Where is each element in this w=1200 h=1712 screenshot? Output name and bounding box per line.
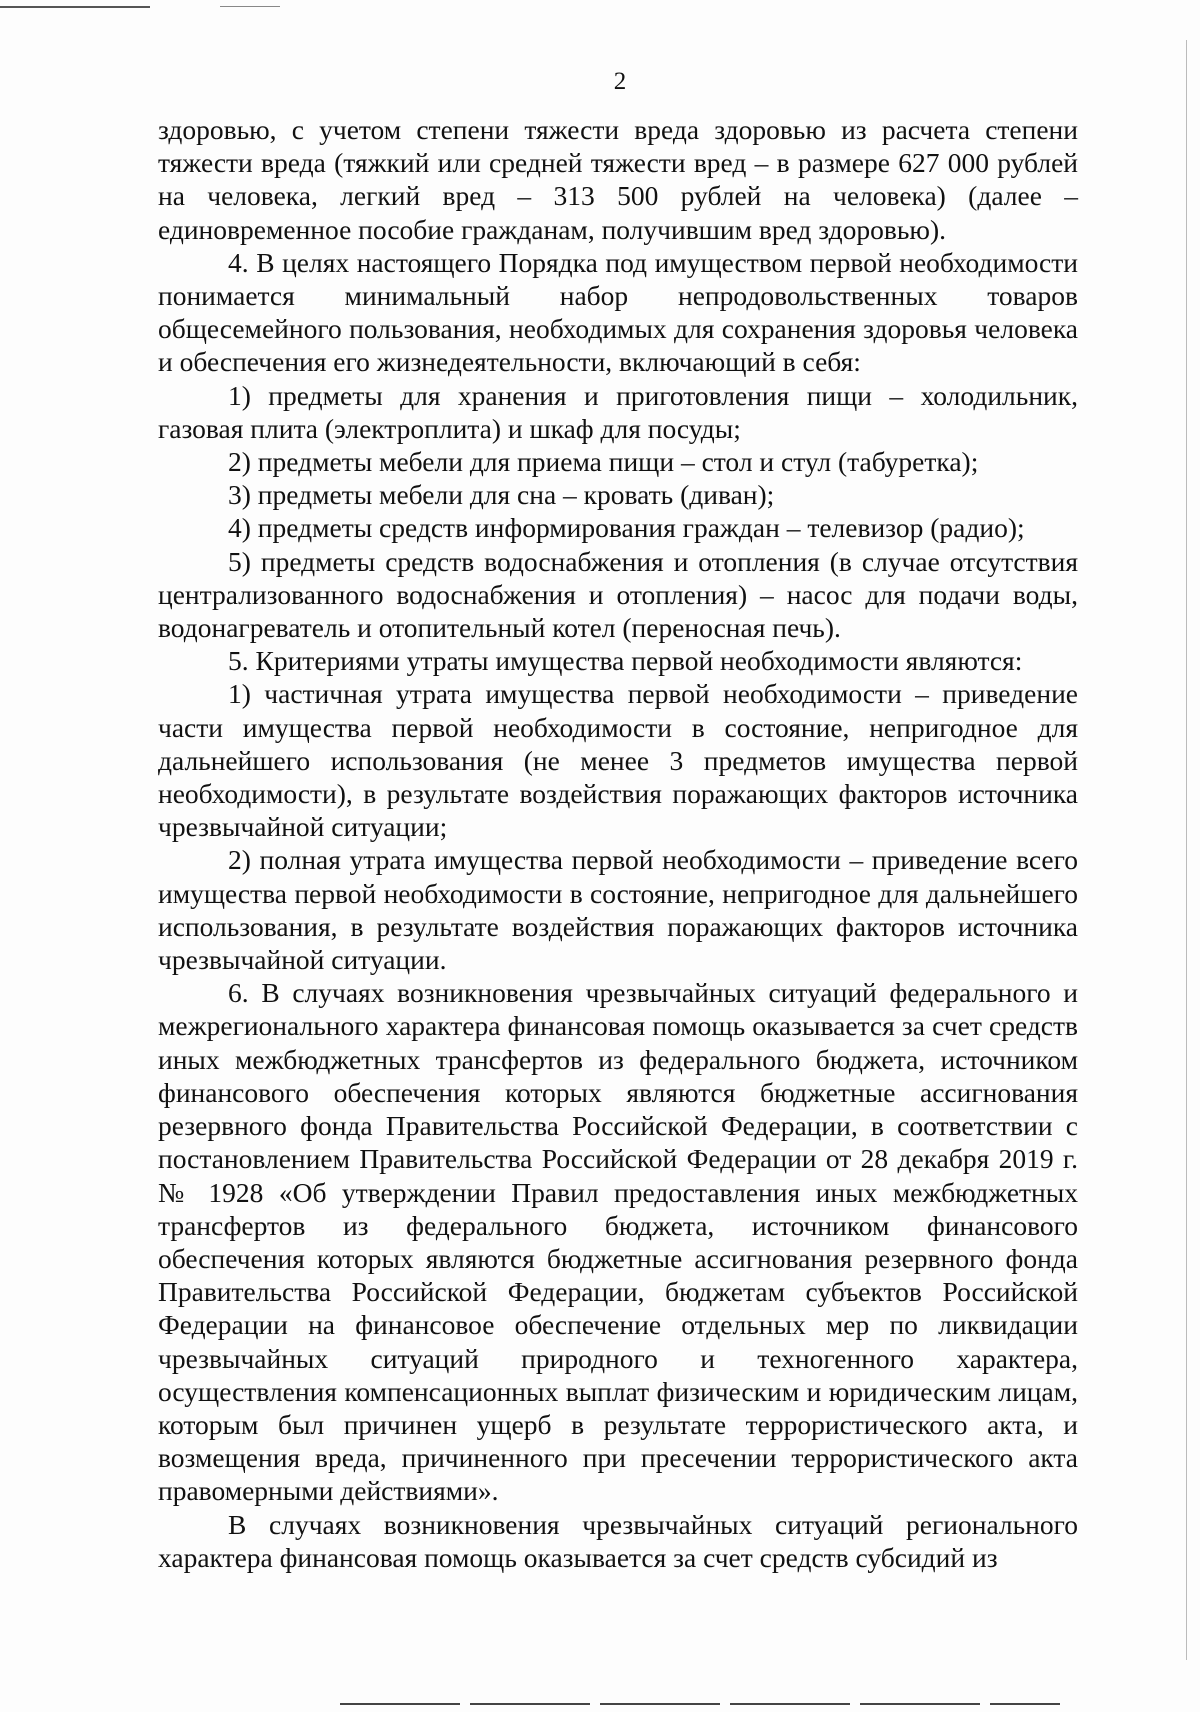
scan-edge-mark: [340, 1703, 1060, 1705]
list-item: 5) предметы средств водоснабжения и отопления (в случае отсутствия централизованного водоснабжения и отопления) – насос для подачи воды, водонагреватель и отопительный котел (переносная печь).: [158, 545, 1078, 644]
scan-edge-mark: [1186, 40, 1187, 1660]
paragraph-continuation: здоровью, с учетом степени тяжести вреда здоровью из расчета степени тяжести вреда (тяжкий или средней тяжести вред – в размере 627 000 рублей на человека, легкий вред – 313 500 рублей на человека) (далее – единовременное пособие гражданам, получившим вред здоровью).: [158, 114, 1078, 245]
paragraph-item-5: 5. Критериями утраты имущества первой необходимости являются:: [228, 645, 1023, 677]
page-number: 2: [613, 68, 627, 95]
list-item: 1) предметы для хранения и приготовления пищи – холодильник, газовая плита (электроплита) и шкаф для посуды;: [158, 379, 1078, 444]
list-item: 4) предметы средств информирования граждан – телевизор (радио);: [228, 512, 1025, 544]
scan-edge-mark: [220, 6, 280, 7]
paragraph-item-6: 6. В случаях возникновения чрезвычайных ситуаций федерального и межрегионального характера финансовая помощь оказывается за счет средств иных межбюджетных трансфертов из федерального бюджета, источником финансового обеспечения которых являются бюджетные ассигнования резервного фонда Правительства Российской Федерации, в соответствии с постановлением Правительства Российской Федерации от 28 декабря 2019 г. № 1928 «Об утверждении Правил предоставления иных межбюджетных трансфертов из федерального бюджета, источником финансового обеспечения которых являются бюджетные ассигнования резервного фонда Правительства Российской Федерации, бюджетам субъектов Российской Федерации на финансовое обеспечение отдельных мер по ликвидации чрезвычайных ситуаций природного и техногенного характера, осуществления компенсационных выплат физическим и юридическим лицам, которым был причинен ущерб в результате террористического акта, и возмещения вреда, причиненного при пресечении террористического акта правомерными действиями».: [158, 977, 1078, 1507]
paragraph-item-4: 4. В целях настоящего Порядка под имуществом первой необходимости понимается минимальный набор непродовольственных товаров общесемейного пользования, необходимых для сохранения здоровья человека и обеспечения его жизнедеятельности, включающий в себя:: [158, 246, 1078, 378]
list-item: 3) предметы мебели для сна – кровать (диван);: [228, 479, 775, 511]
document-body: [158, 113, 1078, 1574]
scan-edge-mark: [0, 6, 150, 8]
list-item: 1) частичная утрата имущества первой необходимости – приведение части имущества первой необходимости в состояние, непригодное для дальнейшего использования (не менее 3 предметов имущества первой необходимости), в результате воздействия поражающих факторов источника чрезвычайной ситуации;: [158, 678, 1078, 843]
paragraph: В случаях возникновения чрезвычайных ситуаций регионального характера финансовая помощь оказывается за счет средств субсидий из: [158, 1508, 1078, 1573]
list-item: 2) полная утрата имущества первой необходимости – приведение всего имущества первой необходимости в состояние, непригодное для дальнейшего использования, в результате воздействия поражающих факторов источника чрезвычайной ситуации.: [158, 844, 1078, 976]
list-item: 2) предметы мебели для приема пищи – стол и стул (табуретка);: [228, 446, 979, 478]
